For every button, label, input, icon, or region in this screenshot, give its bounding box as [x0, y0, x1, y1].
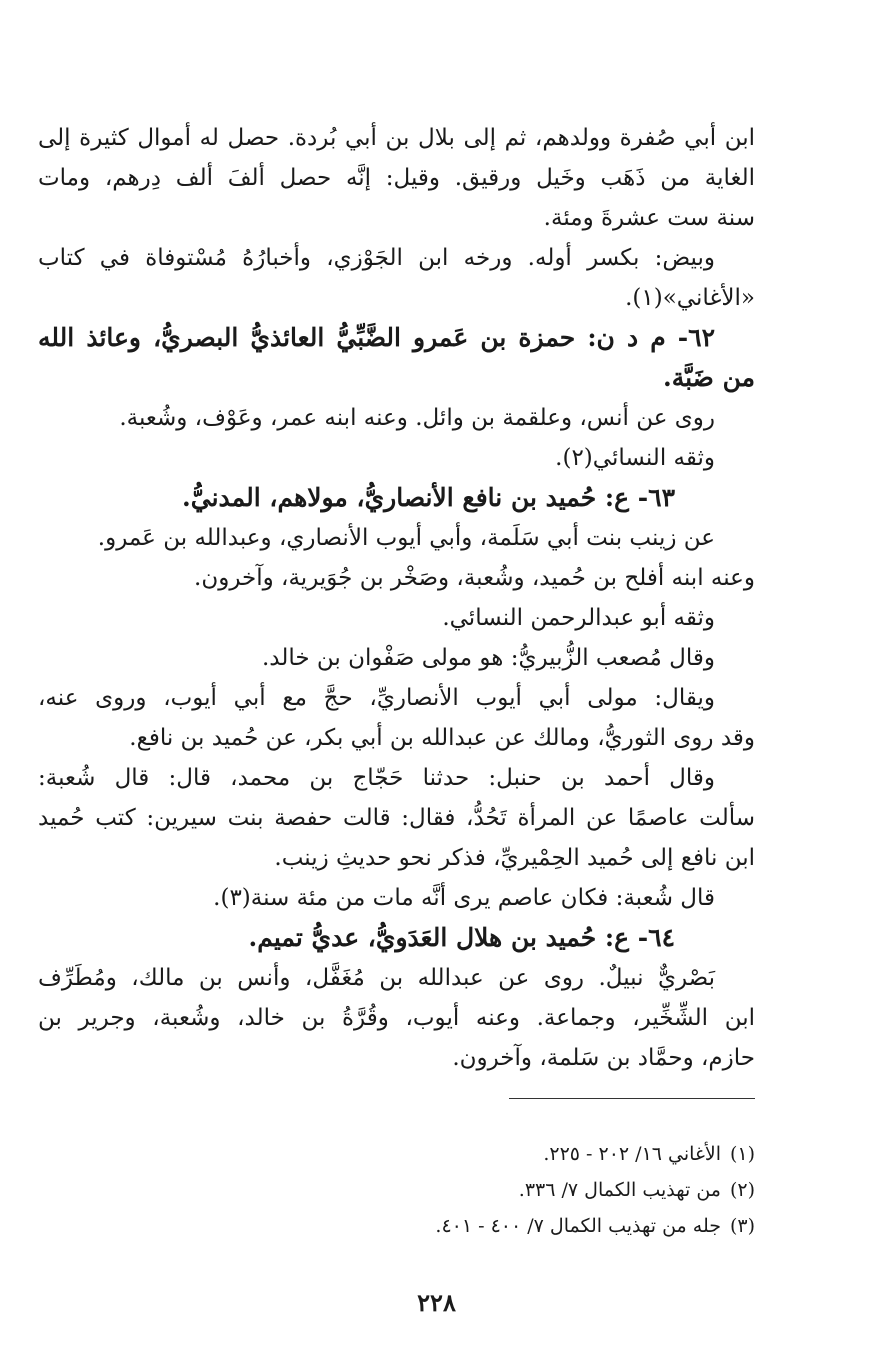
text-line: الغاية من ذَهَب وخَيل ورقيق. وقيل: إنَّه حصل ألفَ ألف دِرهم، ومات: [38, 165, 755, 191]
text-line: وثقه النسائي(٢).: [555, 445, 715, 471]
page-number: ٢٢٨: [417, 1288, 456, 1317]
footnote-number: (٢): [729, 1179, 755, 1201]
text-line: روى عن أنس، وعلقمة بن وائل. وعنه ابنه عمر، وعَوْف، وشُعبة.: [119, 405, 715, 431]
text-line: «الأغاني»(١).: [625, 285, 755, 311]
text-line: ويقال: مولى أبي أيوب الأنصاريِّ، حجَّ مع أبي أيوب، وروى عنه،: [38, 685, 715, 711]
text-line: وبيض: بكسر أوله. ورخه ابن الجَوْزي، وأخبارُهُ مُسْتوفاة في كتاب: [38, 245, 715, 271]
entry-heading: من ضَبَّة.: [662, 363, 755, 392]
text-line: وعنه ابنه أفلح بن حُميد، وشُعبة، وصَخْر بن جُوَيرية، وآخرون.: [194, 565, 755, 591]
footnote-number: (١): [729, 1143, 755, 1165]
main-text: [38, 118, 755, 1078]
text-line: سألت عاصمًا عن المرأة تَحُدُّ، فقال: قالت حفصة بنت سيرين: كتب حُميد: [38, 805, 755, 831]
entry-heading: ٦٤- ع: حُميد بن هلال العَدَويُّ، عديُّ تميم.: [248, 923, 675, 952]
footnote-text: من تهذيب الكمال ٧/ ٣٣٦.: [518, 1179, 721, 1201]
entry-heading: ٦٢- م د ن: حمزة بن عَمرو الضَّبِّيُّ العائذيُّ البصريُّ، وعائذ الله: [38, 323, 715, 352]
footnotes: [435, 1136, 755, 1244]
footnote: [435, 1172, 755, 1208]
text-line: وقال أحمد بن حنبل: حدثنا حَجّاج بن محمد، قال: قال شُعبة:: [38, 765, 715, 791]
footnote-separator: [509, 1098, 755, 1099]
text-line: وثقه أبو عبدالرحمن النسائي.: [442, 605, 715, 631]
text-line: وقال مُصعب الزُّبيريُّ: هو مولى صَفْوان بن خالد.: [261, 645, 715, 671]
footnote-number: (٣): [729, 1215, 755, 1237]
text-line: وقد روى الثوريُّ، ومالك عن عبدالله بن أبي بكر، عن حُميد بن نافع.: [129, 725, 755, 751]
footnote: [435, 1136, 755, 1172]
text-line: ابن أبي صُفرة وولدهم، ثم إلى بلال بن أبي بُردة. حصل له أموال كثيرة إلى: [38, 125, 755, 151]
footnote-text: جله من تهذيب الكمال ٧/ ٤٠٠ - ٤٠١.: [435, 1215, 721, 1237]
footnote-text: الأغاني ١٦/ ٢٠٢ - ٢٢٥.: [543, 1143, 721, 1165]
text-line: قال شُعبة: فكان عاصم يرى أنَّه مات من مئة سنة(٣).: [213, 885, 715, 911]
text-line: بَصْريٌّ نبيلٌ. روى عن عبدالله بن مُغَفَّل، وأنس بن مالك، ومُطَرِّف: [38, 965, 715, 991]
text-line: عن زينب بنت أبي سَلَمة، وأبي أيوب الأنصاري، وعبدالله بن عَمرو.: [97, 525, 715, 551]
footnote: [435, 1208, 755, 1244]
entry-heading: ٦٣- ع: حُميد بن نافع الأنصاريُّ، مولاهم، المدنيُّ.: [182, 483, 675, 512]
text-line: سنة ست عشرةَ ومئة.: [543, 205, 755, 231]
text-line: ابن الشِّخِّير، وجماعة. وعنه أيوب، وقُرَّةُ بن خالد، وشُعبة، وجرير بن: [38, 1005, 755, 1031]
text-line: حازم، وحمَّاد بن سَلمة، وآخرون.: [452, 1045, 755, 1071]
text-line: ابن نافع إلى حُميد الحِمْيريِّ، فذكر نحو حديثِ زينب.: [274, 845, 755, 871]
